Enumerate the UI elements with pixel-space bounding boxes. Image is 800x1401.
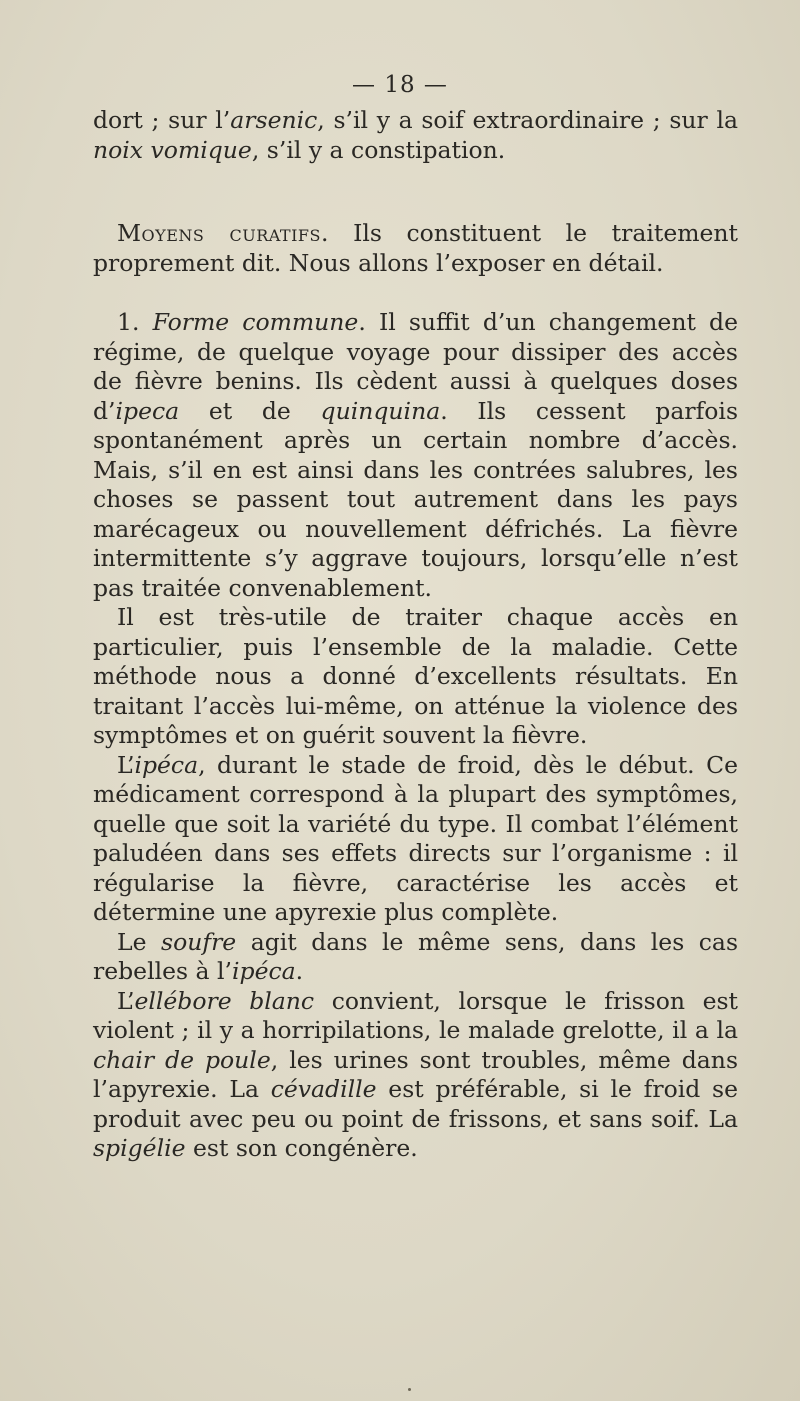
italic-term: ellébore blanc — [134, 986, 315, 1015]
paragraph — [93, 308, 738, 603]
italic-term: cévadille — [270, 1075, 377, 1103]
ink-speck — [408, 1388, 411, 1391]
text-run: . — [295, 957, 304, 985]
italic-term: noix vomique — [93, 135, 252, 164]
italic-term: quinquina — [320, 396, 441, 425]
italic-term: ipeca — [115, 396, 180, 425]
paragraph — [93, 751, 738, 928]
italic-term: ipéca — [232, 957, 296, 985]
text-run: et de — [179, 396, 321, 425]
paragraph — [93, 987, 738, 1164]
text-run: Il est très-utile de traiter chaque accès en particulier, puis l’ensemble de la maladie. Cette méthode nous a donné d’excellents résultats. En traitant l’accès lui-même, on atténue la violence des symptômes et on guérit souvent la fièvre. — [93, 603, 738, 749]
paragraph — [93, 603, 738, 751]
paragraph — [93, 928, 738, 987]
text-run: . Ils constituent le traitement proprement dit. Nous allons l’exposer en détail. — [93, 219, 738, 277]
text-run: , les urines sont troubles, même dans l’apyrexie. La — [93, 1045, 738, 1103]
italic-term: chair de poule — [93, 1045, 271, 1074]
text-run: , s’il y a constipation. — [251, 135, 506, 164]
text-run: , durant le stade de froid, dès le début. Ce médicament correspond à la plupart des symptômes, quelle que soit la variété du type. Il combat l’élément paludéen dans ses effets directs sur l’organisme : il régularise la fièvre, caractérise les accès et détermine une apyrexie plus complète. — [93, 750, 738, 926]
page-number: — 18 — — [352, 72, 448, 98]
text-run: L’ — [117, 986, 135, 1015]
italic-term: Forme commune — [152, 308, 359, 336]
italic-term: soufre — [161, 927, 237, 956]
italic-term: ipéca — [134, 750, 199, 779]
text-run: agit dans le même sens, dans les cas rebelles à l’ — [93, 927, 739, 985]
text-run: Le — [117, 927, 162, 956]
text-run: dort ; sur l’ — [93, 106, 231, 134]
text-run: L’ — [117, 750, 135, 779]
text-run: est son congénère. — [185, 1134, 418, 1162]
paragraph — [93, 219, 738, 278]
section-heading: Moyens curatifs — [117, 219, 321, 247]
paragraph — [93, 106, 738, 165]
body-text — [93, 106, 738, 1164]
text-run: est préférable, si le froid se produit avec peu ou point de frissons, et sans soif. La — [93, 1075, 738, 1133]
italic-term: spigélie — [93, 1134, 186, 1162]
text-run: 1. — [117, 308, 153, 336]
text-run: . Il suffit d’un changement de régime, de quelque voyage pour dissiper des accès de fièvre benins. Ils cèdent aussi à quelques doses d’ — [93, 308, 738, 425]
italic-term: arsenic — [230, 106, 318, 134]
text-run: . Ils cessent parfois spontanément après un certain nombre d’accès. Mais, s’il en est ainsi dans les contrées salubres, les choses se passent tout autrement dans les pays marécageux ou nouvellement défrichés. La fièvre intermittente s’y aggrave toujours, lorsqu’elle n’est pas traitée convenablement. — [93, 396, 739, 602]
text-run: convient, lorsque le frisson est violent ; il y a horripilations, le malade grelotte, il a la — [93, 986, 738, 1044]
text-run: , s’il y a soif extraordinaire ; sur la — [317, 106, 738, 134]
